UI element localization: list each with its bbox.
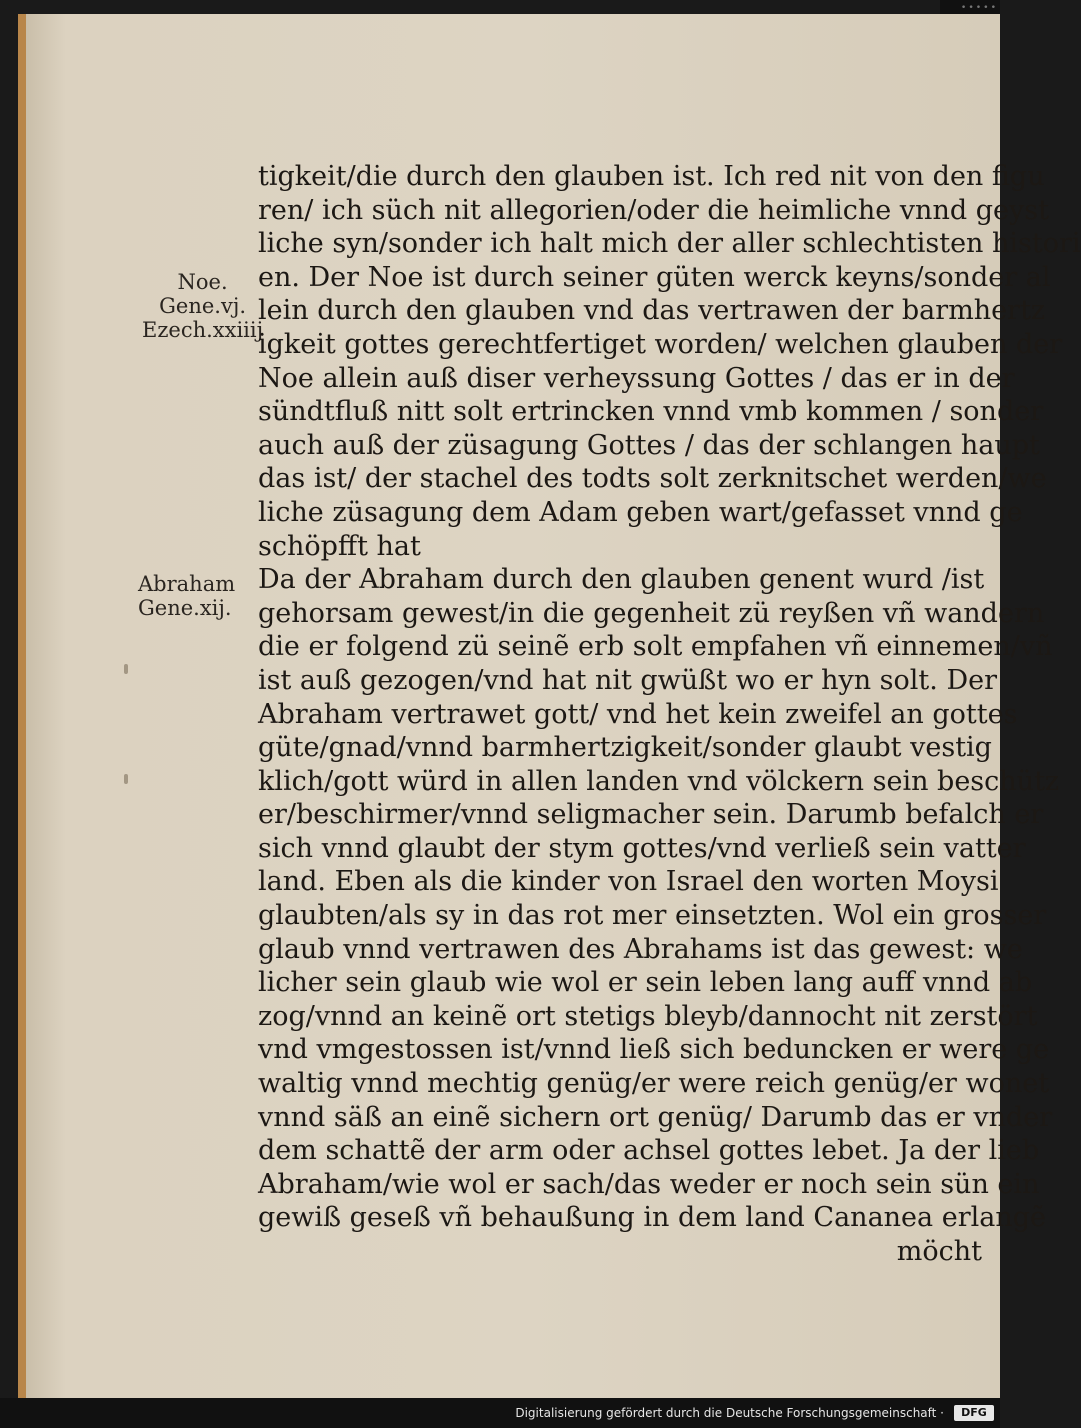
text-line: glaub vnnd vertrawen des Abrahams ist das gewest: we [258,933,1023,965]
text-line: möcht [896,1236,982,1267]
text-line: auch auß der züsagung Gottes / das der schlangen haupt [258,429,1040,461]
text-line: glaubten/als sy in das rot mer einsetzten. Wol ein grosser [258,900,1047,932]
text-line: die er folgend zü seinẽ erb solt empfahen vñ einnemen/vñ [258,631,1053,663]
footer-bar [0,1398,1000,1428]
margin-note-line: Noe. [177,270,228,294]
text-line: en. Der Noe ist durch seiner güten werck keyns/sonder al [258,261,1051,293]
text-line: Noe allein auß diser verheyssung Gottes / das er in der [258,362,1015,394]
dots-icon: ••••• [960,3,998,13]
dfg-logo: DFG [954,1405,994,1421]
text-line: licher sein glaub wie wol er sein leben lang auff vnnd ab [258,967,1033,999]
book-page [18,14,1081,1398]
text-line: ren/ ich süch nit allegorien/oder die heimliche vnnd geyst [258,194,1049,226]
margin-note-line: Gene.xij. [138,596,232,620]
ink-mark [124,774,128,784]
footer-credit: Digitalisierung gefördert durch die Deutsche Forschungsgemeinschaft · [515,1406,944,1420]
text-line: waltig vnnd mechtig genüg/er were reich genüg/er wonet [258,1068,1050,1100]
text-line: igkeit gottes gerechtfertiget worden/ welchen glauben der [258,328,1063,360]
text-line: schöpfft hat [258,530,421,562]
text-line: Da der Abraham durch den glauben genent wurd /ist [258,564,985,596]
text-line: gehorsam gewest/in die gegenheit zü reyßen vñ wandern [258,597,1045,629]
text-line: zog/vnnd an keinẽ ort stetigs bleyb/dannocht nit zerstört [258,1000,1038,1032]
text-line: das ist/ der stachel des todts solt zerknitschet werden/we [258,463,1047,495]
text-line: vnd vmgestossen ist/vnnd ließ sich beduncken er were ge [258,1034,1050,1066]
margin-note-noe [142,270,263,342]
text-line: lein durch den glauben vnd das vertrawen der barmhertz [258,295,1046,327]
margin-note-abraham [138,572,235,620]
margin-note-line: Ezech.xxiiij [142,318,264,342]
text-line: liche syn/sonder ich halt mich der aller schlechtisten histori [258,228,1081,260]
text-line: sich vnnd glaubt der stym gottes/vnd verließ sein vatter [258,832,1026,864]
text-line: er/beschirmer/vnnd seligmacher sein. Darumb befalch er [258,799,1044,831]
text-line: Abraham/wie wol er sach/das weder er noch sein sün ein [258,1168,1040,1200]
scan-top-edge [940,0,1000,14]
text-line: dem schattẽ der arm oder achsel gottes lebet. Ja der lieb [258,1135,1040,1167]
body-text [258,160,1081,1269]
text-line: land. Eben als die kinder von Israel den worten Moysi [258,866,999,898]
text-line: vnnd säß an einẽ sichern ort genüg/ Darumb das er vnder [258,1101,1053,1133]
text-line: liche züsagung dem Adam geben wart/gefasset vnnd ge [258,496,1023,528]
text-line: ist auß gezogen/vnd hat nit gwüßt wo er hyn solt. Der [258,664,997,696]
text-line: Abraham vertrawet gott/ vnd het kein zweifel an gottes [258,698,1018,730]
text-line: güte/gnad/vnnd barmhertzigkeit/sonder glaubt vestig [258,732,992,764]
text-line: gewiß geseß vñ behaußung in dem land Cananea erlangẽ [258,1202,1046,1234]
margin-note-line: Gene.vj. [159,294,247,318]
text-line: klich/gott würd in allen landen vnd völckern sein beschütz [258,765,1060,797]
ink-mark [124,664,128,674]
margin-note-line: Abraham [138,572,236,596]
text-line: tigkeit/die durch den glauben ist. Ich red nit von den figu [258,161,1045,192]
text-line: sündtfluß nitt solt ertrincken vnnd vmb kommen / sonder [258,396,1044,428]
